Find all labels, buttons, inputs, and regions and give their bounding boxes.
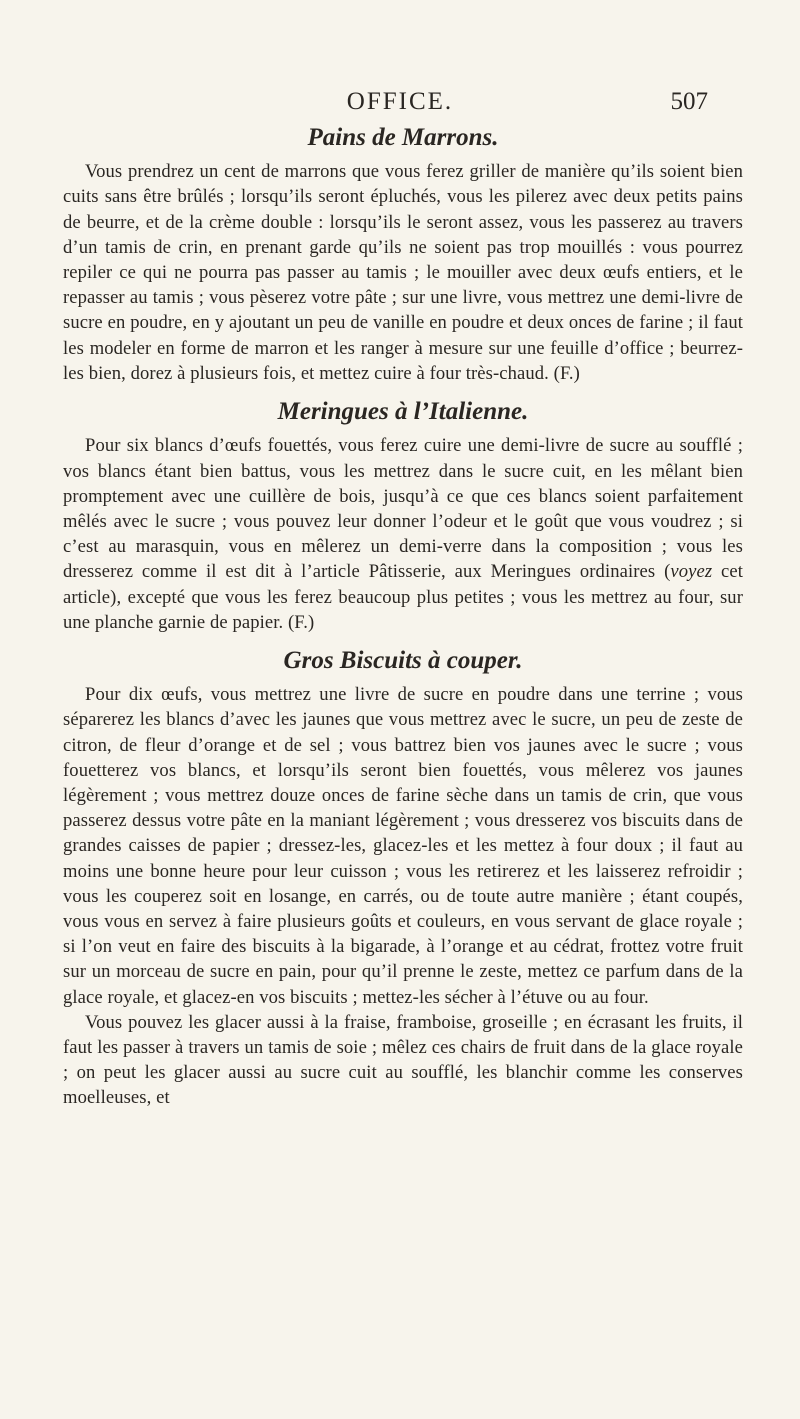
section-title-meringues: Meringues à l’Italienne. [277,398,529,426]
recipe-paragraph: Vous prendrez un cent de marrons que vous ferez griller de manière qu’ils soient bien cuits sans être brûlés ; lorsqu’ils seront épluchés, vous les pilerez avec deux petits pains de beurre, et de la crème double : lorsqu’ils le seront assez, vous les passerez au travers d’un tamis de crin, en prenant garde qu’ils ne soient pas trop mouillés : vous pourrez repiler ce qui ne pourra pas passer au tamis ; le mouiller avec deux œufs entiers, et le repasser au tamis ; vous pèserez votre pâte ; sur une livre, vous mettrez une demi-livre de sucre en poudre, en y ajoutant un peu de vanille en poudre et deux onces de farine ; il faut les modeler en forme de marron et les ranger à mesure sur une feuille d’office ; beurrez-les bien, dorez à plusieurs fois, et mettez cuire à four très-chaud. (F.) [63,161,743,384]
cross-reference: voyez [670,561,713,583]
recipe-paragraph: Pour dix œufs, vous mettrez une livre de sucre en poudre dans une terrine ; vous séparerez les blancs d’avec les jaunes que vous mettrez avec le sucre, un peu de zeste de citron, de fleur d’orange et de sel ; vous battrez bien vos jaunes avec le sucre ; vous fouetterez vos blancs, et lorsqu’ils seront bien fouettés, vous mêlerez vos jaunes légèrement ; vous mettrez douze onces de farine sèche dans un tamis de crin, que vous passerez dessus votre pâte en la maniant légèrement ; vous dresserez vos biscuits dans de grandes caisses de papier ; dressez-les, glacez-les et les mettez à four doux ; il faut au moins une bonne heure pour leur cuisson ; vous les retirerez et les laisserez refroidir ; vous les couperez soit en losange, en carrés, ou de toute autre manière ; étant coupés, vous vous en servez à faire plusieurs goûts et couleurs, en vous servant de glace royale ; si l’on veut en faire des biscuits à la bigarade, à l’orange et au cédrat, frottez votre fruit sur un morceau de sucre en pain, pour qu’il prenne le zeste, mettez ce parfum dans de la glace royale, et glacez-en vos biscuits ; mettez-les sécher à l’étuve ou au four. [63,684,743,1008]
page-body [63,120,743,1111]
page-number: 507 [670,88,708,115]
paragraph-text: Pour six blancs d’œufs fouettés, vous ferez cuire une demi-livre de sucre au soufflé ; vos blancs étant bien battus, vous les mettrez dans le sucre cuit, en les mêlant bien promptement avec une cuillère de bois, jusqu’à ce que ces blancs soient parfaitement mêlés avec le sucre ; vous pouvez leur donner l’odeur et le goût que vous voudrez ; si c’est au marasquin, vous en mêlerez un demi-verre dans la composition ; vous les dresserez comme il est dit à l’article Pâtisserie, aux Meringues ordinaires ( [63,435,743,583]
paragraph-text: cet article), excepté que vous les ferez beaucoup plus petites ; vous les mettrez au four, sur une planche garnie de papier. (F.) [63,561,743,633]
recipe-paragraph [63,433,743,635]
running-title: OFFICE. [346,88,454,115]
section-title-pains-de-marrons: Pains de Marrons. [307,124,499,151]
recipe-paragraph: Vous pouvez les glacer aussi à la fraise, framboise, groseille ; en écrasant les fruits, il faut les passer à travers un tamis de soie ; mêlez ces chairs de fruit dans de la glace royale ; on peut les glacer aussi au sucre cuit au soufflé, les blanchir comme les conserves moelleuses, et [63,1011,743,1109]
section-title-gros-biscuits: Gros Biscuits à couper. [283,646,523,674]
running-head [0,88,800,120]
